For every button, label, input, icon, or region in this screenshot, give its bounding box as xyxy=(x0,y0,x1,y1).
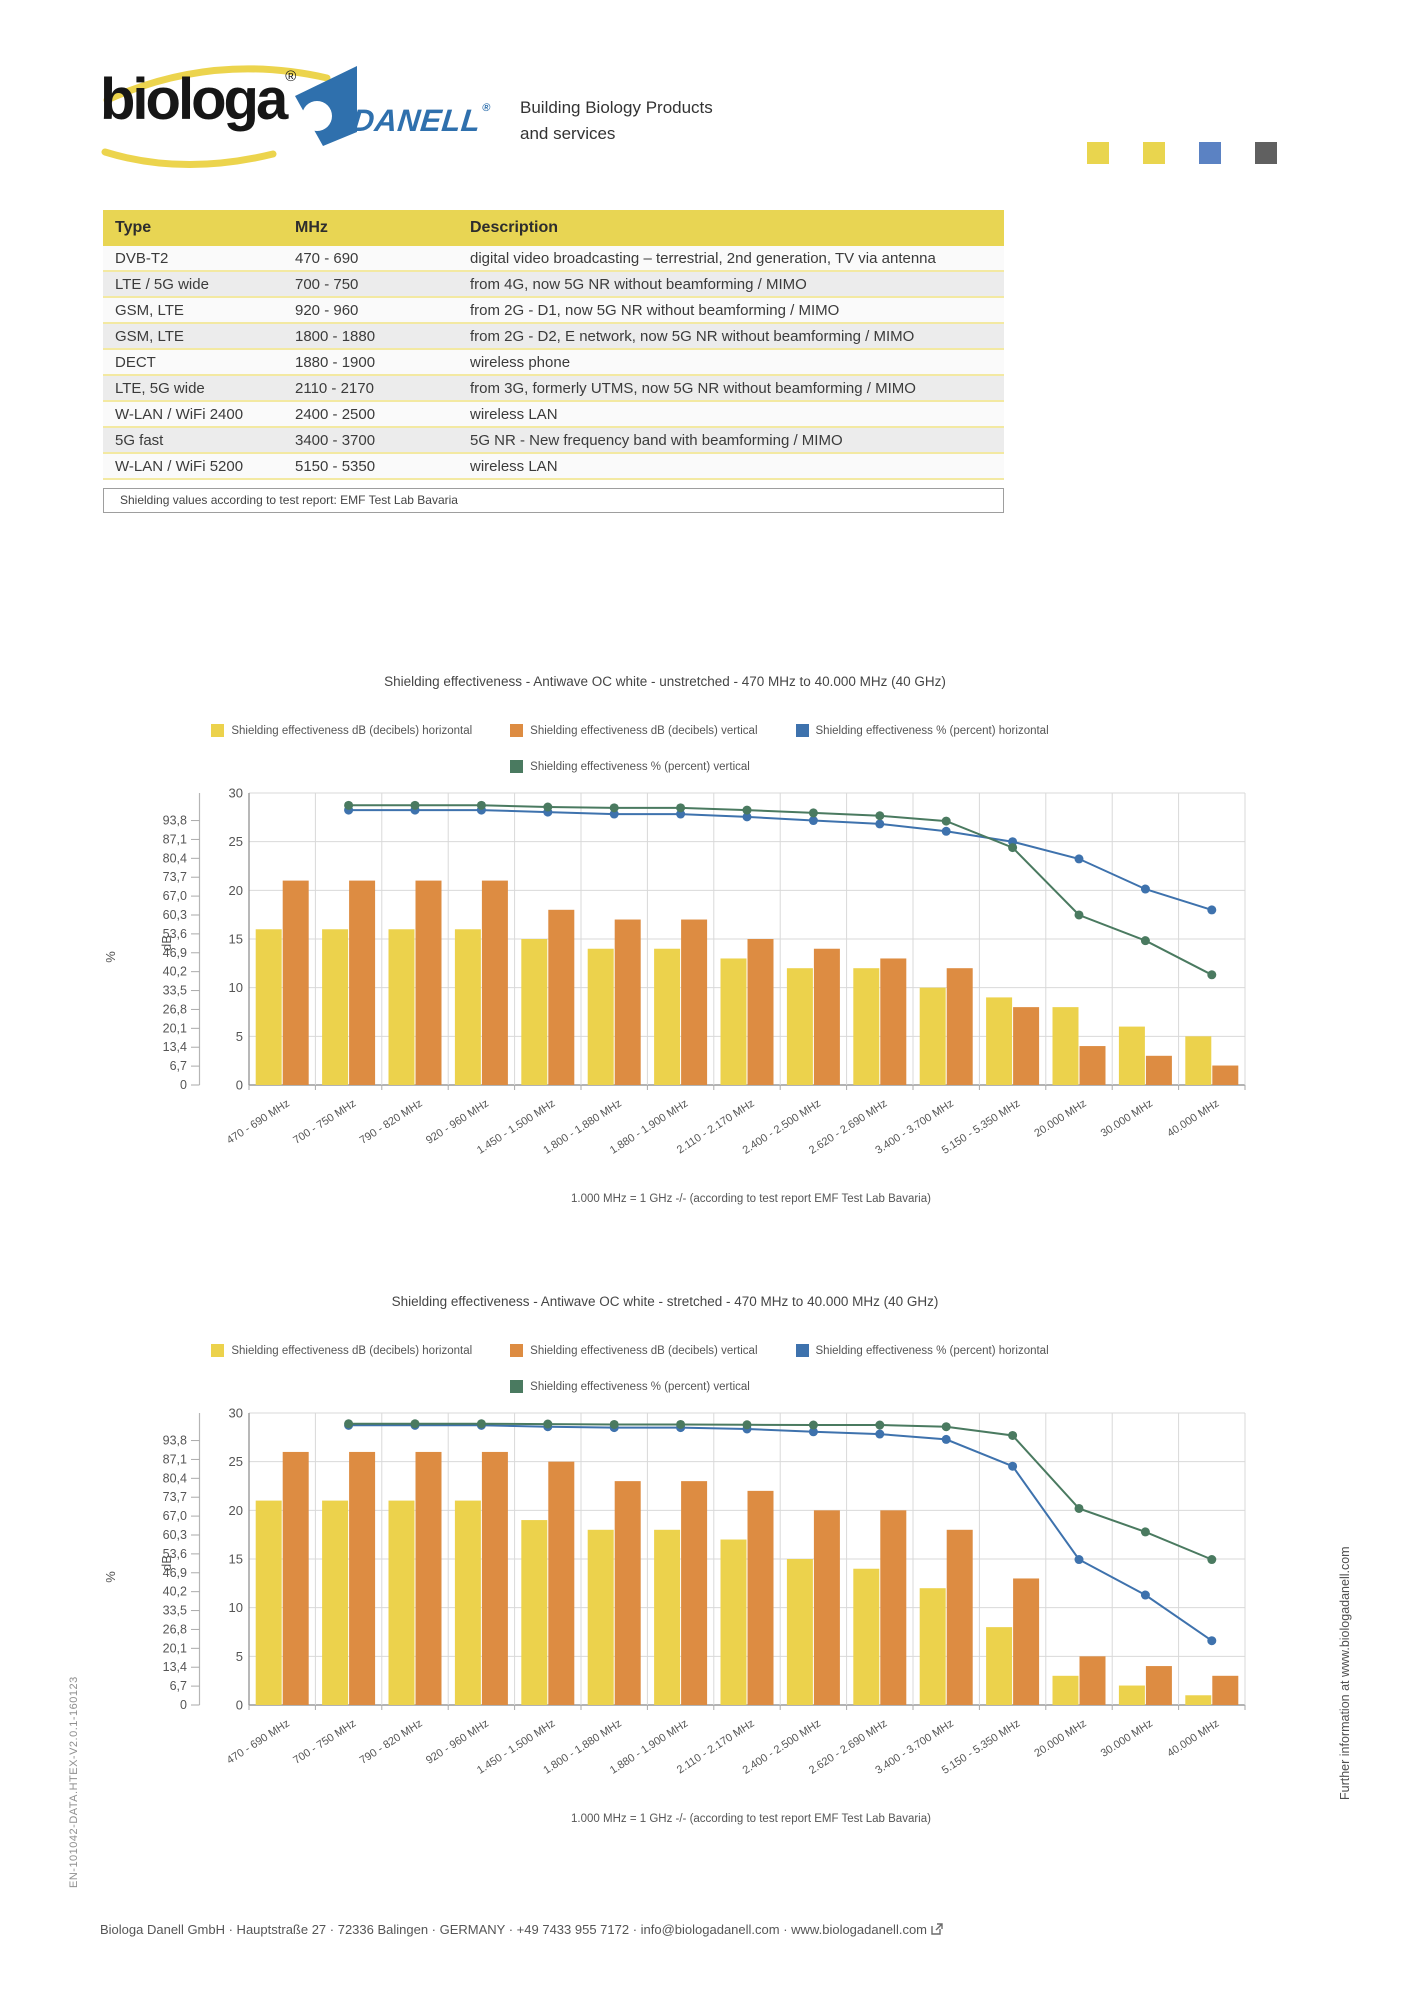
chart-title: Shielding effectiveness - Antiwave OC white - stretched - 470 MHz to 40.000 MHz (40 GHz) xyxy=(391,1294,939,1309)
svg-text:80,4: 80,4 xyxy=(162,1471,187,1486)
svg-text:26,8: 26,8 xyxy=(162,1622,187,1637)
svg-text:33,5: 33,5 xyxy=(162,1603,187,1618)
svg-text:dB: dB xyxy=(159,935,174,951)
svg-text:15: 15 xyxy=(228,1551,243,1567)
table-cell: GSM, LTE xyxy=(115,327,184,345)
chart-caption: 1.000 MHz = 1 GHz -/- (according to test report EMF Test Lab Bavaria) xyxy=(571,1193,931,1205)
legend-item xyxy=(211,1344,472,1357)
table-cell: wireless LAN xyxy=(470,405,558,423)
svg-text:dB: dB xyxy=(159,1555,174,1571)
footer-text: Biologa Danell GmbH · Hauptstraße 27 · 72336 Balingen · GERMANY · +49 7433 955 7172 · info@biologadanell.com · xyxy=(100,1922,792,1937)
footer-contact-line xyxy=(100,1922,943,1938)
deco-square xyxy=(1255,142,1277,164)
chart-plot xyxy=(95,1393,1275,1815)
svg-text:10: 10 xyxy=(228,980,243,996)
table-cell: DVB-T2 xyxy=(115,249,169,267)
svg-text:5: 5 xyxy=(235,1648,243,1664)
svg-text:1.800 - 1.880 MHz: 1.800 - 1.880 MHz xyxy=(541,1717,624,1777)
svg-text:5: 5 xyxy=(235,1028,243,1044)
svg-text:5.150 - 5.350 MHz: 5.150 - 5.350 MHz xyxy=(939,1097,1023,1157)
deco-square xyxy=(1199,142,1221,164)
legend-swatch-icon xyxy=(211,724,224,737)
svg-text:1.880 - 1.900 MHz: 1.880 - 1.900 MHz xyxy=(607,1717,691,1777)
legend-item xyxy=(510,724,757,737)
chart-stretched xyxy=(0,1280,1411,1836)
table-row xyxy=(103,349,1004,375)
svg-text:5.150 - 5.350 MHz: 5.150 - 5.350 MHz xyxy=(939,1717,1023,1777)
svg-text:2.110 - 2.170 MHz: 2.110 - 2.170 MHz xyxy=(674,1097,757,1157)
table-row xyxy=(103,401,1004,427)
table-cell: wireless phone xyxy=(470,353,571,371)
svg-text:0: 0 xyxy=(235,1697,243,1713)
svg-text:60,3: 60,3 xyxy=(162,1527,187,1542)
legend-swatch-icon xyxy=(211,1344,224,1357)
table-cell: 5G fast xyxy=(115,431,164,449)
svg-text:%: % xyxy=(103,1571,118,1583)
column-header-type: Type xyxy=(103,210,295,246)
table-cell: GSM, LTE xyxy=(115,301,184,319)
legend-item xyxy=(796,724,1049,737)
svg-text:73,7: 73,7 xyxy=(162,870,187,885)
svg-text:26,8: 26,8 xyxy=(162,1002,187,1017)
logo-biologa-wordmark: biologa® xyxy=(100,67,297,132)
svg-text:920 - 960 MHz: 920 - 960 MHz xyxy=(423,1097,492,1147)
svg-text:15: 15 xyxy=(228,931,243,947)
table-cell: 700 - 750 xyxy=(295,275,359,293)
svg-text:20.000 MHz: 20.000 MHz xyxy=(1032,1097,1089,1140)
registered-mark: ® xyxy=(285,68,297,85)
svg-text:6,7: 6,7 xyxy=(169,1059,187,1074)
table-cell: LTE / 5G wide xyxy=(115,275,209,293)
legend-label: Shielding effectiveness % (percent) vertical xyxy=(530,1380,750,1393)
decorative-squares xyxy=(1087,142,1277,164)
svg-text:30: 30 xyxy=(228,785,243,801)
table-row xyxy=(103,323,1004,349)
legend-swatch-icon xyxy=(510,1344,523,1357)
legend-item xyxy=(796,1344,1049,1357)
svg-text:13,4: 13,4 xyxy=(162,1660,187,1675)
frequency-band-table xyxy=(103,210,1004,480)
svg-text:46,9: 46,9 xyxy=(162,945,187,960)
table-cell: wireless LAN xyxy=(470,457,558,475)
legend-item xyxy=(211,724,472,737)
svg-text:10: 10 xyxy=(228,1600,243,1616)
table-cell: DECT xyxy=(115,353,156,371)
table-cell: 2110 - 2170 xyxy=(295,379,374,397)
svg-text:13,4: 13,4 xyxy=(162,1040,187,1055)
legend-swatch-icon xyxy=(510,760,523,773)
logo-bottom-arc xyxy=(105,152,273,165)
legend-label: Shielding effectiveness % (percent) horizontal xyxy=(815,1344,1049,1357)
svg-text:%: % xyxy=(103,951,118,963)
svg-text:20.000 MHz: 20.000 MHz xyxy=(1032,1717,1089,1760)
chart-legend-row-2 xyxy=(60,1380,1200,1393)
table-row xyxy=(103,427,1004,453)
svg-text:0: 0 xyxy=(180,1698,187,1712)
svg-text:2.400 - 2.500 MHz: 2.400 - 2.500 MHz xyxy=(740,1717,824,1777)
table-cell: 1880 - 1900 xyxy=(295,353,376,371)
legend-label: Shielding effectiveness dB (decibels) vertical xyxy=(530,724,758,737)
table-cell: 5150 - 5350 xyxy=(295,457,376,475)
chart-title: Shielding effectiveness - Antiwave OC white - unstretched - 470 MHz to 40.000 MHz (40 GHz) xyxy=(384,674,946,689)
svg-text:67,0: 67,0 xyxy=(162,889,187,904)
svg-text:3.400 - 3.700 MHz: 3.400 - 3.700 MHz xyxy=(873,1097,956,1157)
svg-text:93,8: 93,8 xyxy=(162,1433,187,1448)
table-header-row xyxy=(103,210,1004,246)
legend-label: Shielding effectiveness dB (decibels) horizontal xyxy=(231,1344,473,1357)
table-cell: from 2G - D2, E network, now 5G NR without beamforming / MIMO xyxy=(470,327,915,345)
svg-text:33,5: 33,5 xyxy=(162,983,187,998)
svg-text:80,4: 80,4 xyxy=(162,851,187,866)
svg-text:2.110 - 2.170 MHz: 2.110 - 2.170 MHz xyxy=(674,1717,757,1777)
svg-text:93,8: 93,8 xyxy=(162,813,187,828)
svg-text:0: 0 xyxy=(180,1078,187,1092)
legend-swatch-icon xyxy=(796,1344,809,1357)
svg-text:73,7: 73,7 xyxy=(162,1490,187,1505)
table-cell: from 2G - D1, now 5G NR without beamforming / MIMO xyxy=(470,301,840,319)
svg-text:6,7: 6,7 xyxy=(169,1679,187,1694)
deco-square xyxy=(1087,142,1109,164)
footer-website-link[interactable]: www.biologadanell.com xyxy=(791,1922,928,1937)
chart-unstretched xyxy=(0,660,1411,1216)
svg-text:1.450 - 1.500 MHz: 1.450 - 1.500 MHz xyxy=(474,1717,558,1777)
svg-text:30: 30 xyxy=(228,1405,243,1421)
table-cell: 5G NR - New frequency band with beamforming / MIMO xyxy=(470,431,843,449)
svg-text:20: 20 xyxy=(228,882,243,898)
table-cell: W-LAN / WiFi 2400 xyxy=(115,405,244,423)
chart-caption: 1.000 MHz = 1 GHz -/- (according to test report EMF Test Lab Bavaria) xyxy=(571,1813,931,1825)
table-row xyxy=(103,246,1004,271)
svg-text:0: 0 xyxy=(235,1077,243,1093)
table-cell: digital video broadcasting – terrestrial, 2nd generation, TV via antenna xyxy=(470,249,936,267)
table-cell: 3400 - 3700 xyxy=(295,431,376,449)
table-cell: 2400 - 2500 xyxy=(295,405,376,423)
deco-square xyxy=(1143,142,1165,164)
column-header-mhz: MHz xyxy=(295,210,470,246)
chart-legend-row-1 xyxy=(60,1344,1200,1357)
table-row xyxy=(103,375,1004,401)
svg-text:60,3: 60,3 xyxy=(162,907,187,922)
chart-legend-row-1 xyxy=(60,724,1200,737)
legend-swatch-icon xyxy=(796,724,809,737)
svg-text:2.400 - 2.500 MHz: 2.400 - 2.500 MHz xyxy=(740,1097,824,1157)
svg-text:2.620 - 2.690 MHz: 2.620 - 2.690 MHz xyxy=(806,1097,890,1157)
registered-mark: ® xyxy=(481,102,492,114)
svg-text:3.400 - 3.700 MHz: 3.400 - 3.700 MHz xyxy=(873,1717,956,1777)
column-header-description: Description xyxy=(470,210,1004,246)
company-tagline: Building Biology Products and services xyxy=(520,98,713,143)
svg-text:1.800 - 1.880 MHz: 1.800 - 1.880 MHz xyxy=(541,1097,624,1157)
chart-legend-row-2 xyxy=(60,760,1200,773)
table-row xyxy=(103,297,1004,323)
svg-text:40.000 MHz: 40.000 MHz xyxy=(1165,1097,1222,1140)
svg-text:53,6: 53,6 xyxy=(162,926,187,941)
svg-text:53,6: 53,6 xyxy=(162,1546,187,1561)
svg-text:40.000 MHz: 40.000 MHz xyxy=(1165,1717,1222,1760)
svg-text:700 - 750 MHz: 700 - 750 MHz xyxy=(291,1717,359,1767)
legend-item xyxy=(510,760,750,773)
svg-text:67,0: 67,0 xyxy=(162,1509,187,1524)
svg-text:20: 20 xyxy=(228,1502,243,1518)
svg-text:20,1: 20,1 xyxy=(162,1641,187,1656)
svg-text:790 - 820 MHz: 790 - 820 MHz xyxy=(357,1097,425,1147)
svg-text:40,2: 40,2 xyxy=(162,964,187,979)
svg-text:20,1: 20,1 xyxy=(162,1021,187,1036)
table-cell: from 4G, now 5G NR without beamforming / MIMO xyxy=(470,275,807,293)
logo-danell-wordmark: DANELL® xyxy=(350,102,492,138)
legend-label: Shielding effectiveness dB (decibels) horizontal xyxy=(231,724,473,737)
legend-label: Shielding effectiveness % (percent) vertical xyxy=(530,760,750,773)
svg-text:470 - 690 MHz: 470 - 690 MHz xyxy=(224,1717,292,1767)
svg-text:46,9: 46,9 xyxy=(162,1565,187,1580)
table-cell: 920 - 960 xyxy=(295,301,359,319)
svg-text:40,2: 40,2 xyxy=(162,1584,187,1599)
table-cell: LTE, 5G wide xyxy=(115,379,205,397)
chart-plot xyxy=(95,773,1275,1195)
table-cell: from 3G, formerly UTMS, now 5G NR without beamforming / MIMO xyxy=(470,379,916,397)
svg-text:1.880 - 1.900 MHz: 1.880 - 1.900 MHz xyxy=(607,1097,691,1157)
test-report-note: Shielding values according to test report: EMF Test Lab Bavaria xyxy=(103,488,1004,513)
svg-text:700 - 750 MHz: 700 - 750 MHz xyxy=(291,1097,359,1147)
legend-item xyxy=(510,1380,750,1393)
svg-text:30.000 MHz: 30.000 MHz xyxy=(1098,1717,1156,1760)
table-row xyxy=(103,271,1004,297)
svg-text:25: 25 xyxy=(228,834,243,850)
svg-text:790 - 820 MHz: 790 - 820 MHz xyxy=(357,1717,425,1767)
svg-text:87,1: 87,1 xyxy=(162,832,187,847)
svg-text:25: 25 xyxy=(228,1454,243,1470)
table-cell: 470 - 690 xyxy=(295,249,359,267)
external-link-icon[interactable] xyxy=(931,1923,943,1938)
legend-item xyxy=(510,1344,757,1357)
table-cell: 1800 - 1880 xyxy=(295,327,376,345)
further-information-vertical: Further information at www.biologadanell.com xyxy=(1338,1546,1352,1800)
svg-text:470 - 690 MHz: 470 - 690 MHz xyxy=(224,1097,292,1147)
svg-text:920 - 960 MHz: 920 - 960 MHz xyxy=(423,1717,492,1767)
legend-swatch-icon xyxy=(510,724,523,737)
legend-swatch-icon xyxy=(510,1380,523,1393)
svg-text:2.620 - 2.690 MHz: 2.620 - 2.690 MHz xyxy=(806,1717,890,1777)
table-row xyxy=(103,453,1004,479)
svg-text:1.450 - 1.500 MHz: 1.450 - 1.500 MHz xyxy=(474,1097,558,1157)
legend-label: Shielding effectiveness % (percent) horizontal xyxy=(815,724,1049,737)
table-cell: W-LAN / WiFi 5200 xyxy=(115,457,244,475)
svg-text:87,1: 87,1 xyxy=(162,1452,187,1467)
svg-text:30.000 MHz: 30.000 MHz xyxy=(1098,1097,1156,1140)
legend-label: Shielding effectiveness dB (decibels) vertical xyxy=(530,1344,758,1357)
document-id-vertical: EN-101042-DATA.HTEX-V2.0.1-160123 xyxy=(68,1676,80,1888)
